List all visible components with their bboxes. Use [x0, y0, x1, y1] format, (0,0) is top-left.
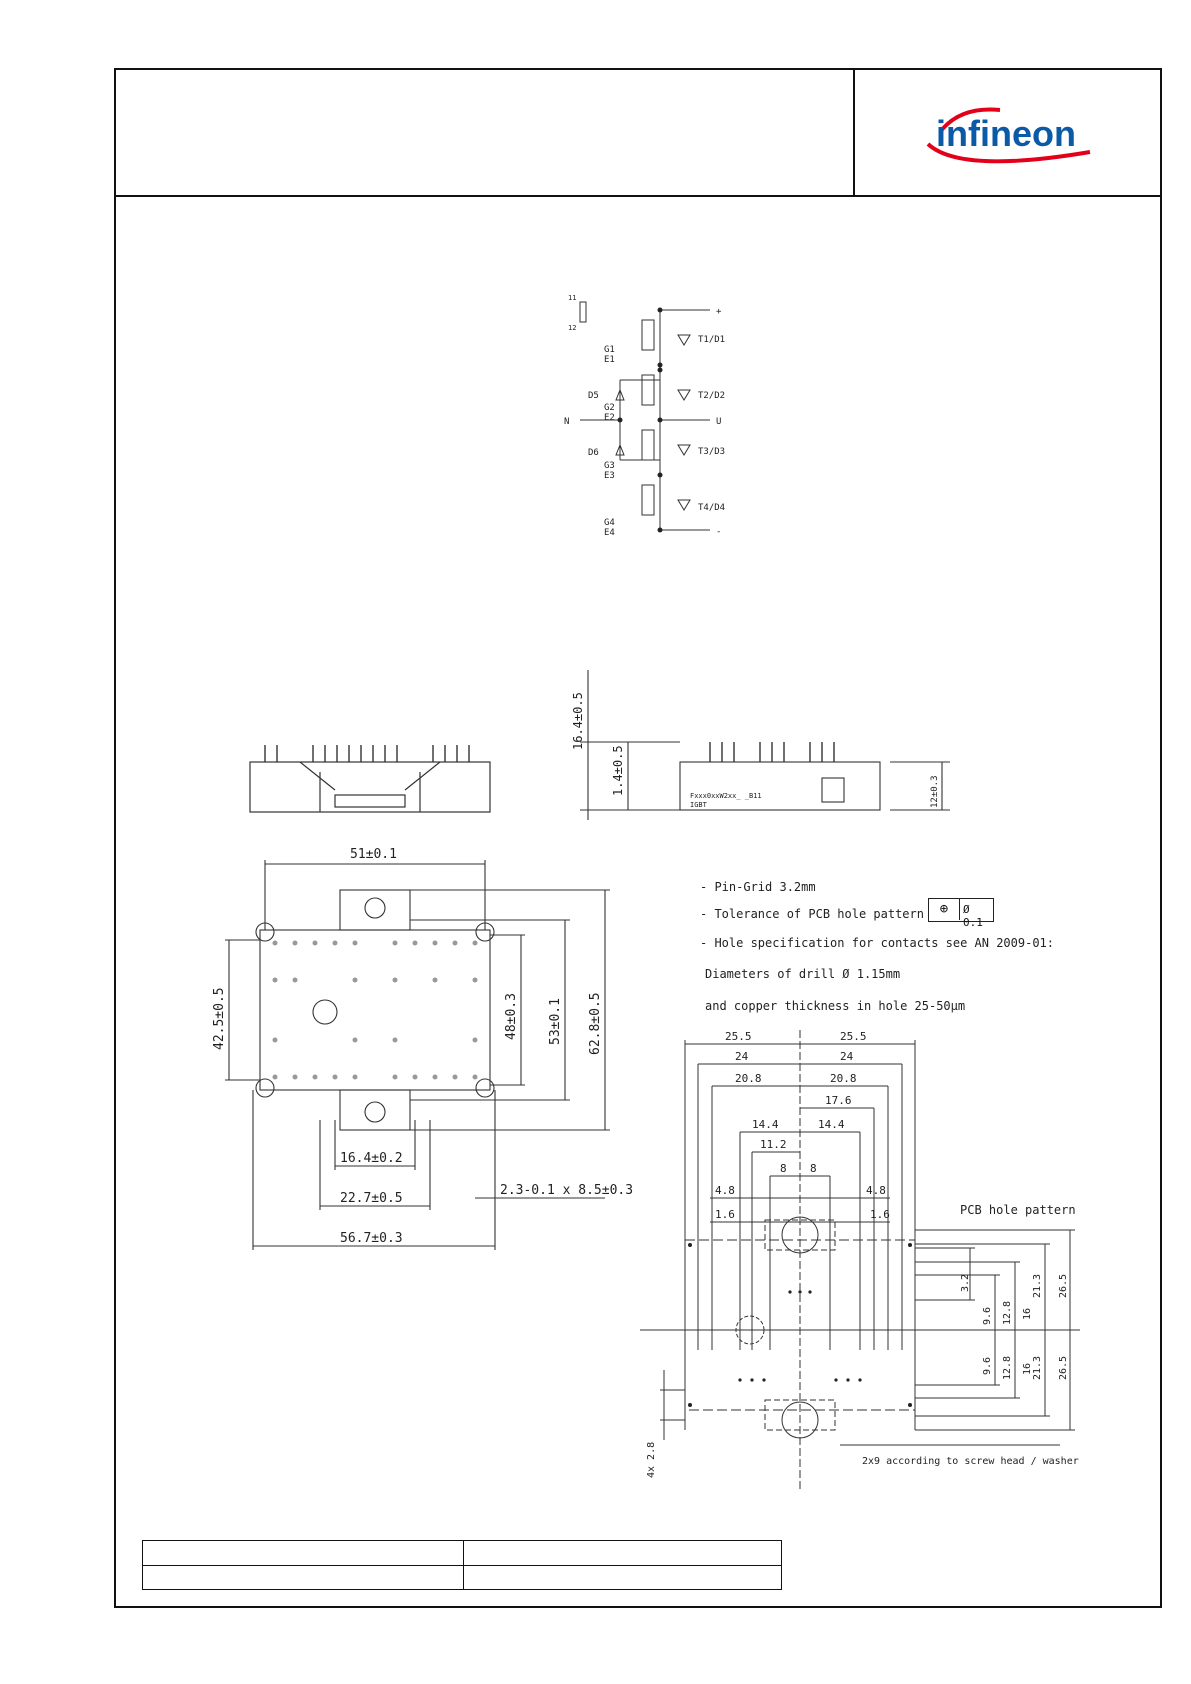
pcb-dim-25-5-right: 25.5: [840, 1030, 867, 1043]
pcb-dim-1-6-right: 1.6: [870, 1208, 890, 1221]
gate-g3: G3: [604, 461, 615, 471]
pcb-dim-20-8-left: 20.8: [735, 1072, 762, 1085]
pcb-dim-1-6-left: 1.6: [715, 1208, 735, 1221]
pcb-dim-16-bottom: 16: [1022, 1362, 1033, 1375]
footer-table-row-divider: [143, 1565, 781, 1566]
pcb-dim-11-2: 11.2: [760, 1138, 787, 1151]
terminal-minus: -: [716, 527, 722, 537]
infineon-logo: [920, 102, 1100, 182]
tolerance-frame: [928, 898, 994, 929]
top-view-drawing: [205, 840, 645, 1270]
pcb-dim-26-5-bottom: 26.5: [1058, 1355, 1069, 1380]
terminal-n: N: [564, 417, 570, 427]
note-copper: and copper thickness in hole 25-50µm: [705, 999, 966, 1013]
note-hole-spec: - Hole specification for contacts see AN 2009-01:: [700, 936, 1055, 950]
pcb-dim-16-top: 16: [1022, 1307, 1033, 1320]
pcb-dim-26-5-top: 26.5: [1058, 1273, 1069, 1298]
gate-g2: G2: [604, 403, 615, 413]
position-symbol-icon: ⊕: [929, 899, 960, 920]
pcb-dim-9-6-top: 9.6: [982, 1306, 993, 1325]
pcb-dim-12-8-top: 12.8: [1002, 1300, 1013, 1325]
diode-d5: D5: [588, 391, 599, 401]
pcb-dim-8-right: 8: [810, 1162, 817, 1175]
terminal-u: U: [716, 417, 722, 427]
front-view-drawing: [245, 740, 495, 820]
pcb-dim-17-6: 17.6: [825, 1094, 852, 1107]
footer-table: [142, 1540, 782, 1590]
header-logo-divider: [853, 68, 855, 196]
note-tolerance: - Tolerance of PCB hole pattern: [700, 907, 924, 921]
dim-22-7: 22.7±0.5: [340, 1191, 403, 1206]
note-drill: Diameters of drill Ø 1.15mm: [705, 967, 901, 981]
pcb-dim-4x2-8: 4x 2.8: [646, 1441, 657, 1478]
pcb-dim-21-3-top: 21.3: [1032, 1273, 1043, 1298]
dim-62-8: 62.8±0.5: [588, 992, 603, 1055]
logo-text: infineon: [936, 113, 1076, 154]
diode-d6: D6: [588, 448, 599, 458]
pcb-dim-8-left: 8: [780, 1162, 787, 1175]
ntc-pin-12: 12: [568, 324, 577, 332]
side-view-drawing: [560, 650, 960, 830]
pcb-dim-9-6-bottom: 9.6: [982, 1356, 993, 1375]
terminal-plus: +: [716, 307, 722, 317]
pcb-dim-4-8-left: 4.8: [715, 1184, 735, 1197]
pcb-screw-note: 2x9 according to screw head / washer: [862, 1456, 1079, 1467]
emitter-e2: E2: [604, 413, 615, 423]
switch-t1d1: T1/D1: [698, 335, 726, 345]
dim-16-4: 16.4±0.2: [340, 1151, 403, 1166]
note-pin-grid: - Pin-Grid 3.2mm: [700, 880, 816, 894]
dim-56-7: 56.7±0.3: [340, 1231, 403, 1246]
dim-48: 48±0.3: [504, 993, 519, 1040]
dim-body-12: 12±0.3: [930, 775, 940, 808]
dim-slot: 2.3-0.1 x 8.5±0.3: [500, 1183, 634, 1198]
switch-t2d2: T2/D2: [698, 391, 726, 401]
pcb-dim-24-left: 24: [735, 1050, 749, 1063]
marking-part-number: Fxxx0xxW2xx_ _B11: [690, 792, 762, 800]
pcb-dim-4-8-right: 4.8: [866, 1184, 886, 1197]
emitter-e3: E3: [604, 471, 615, 481]
switch-t4d4: T4/D4: [698, 503, 726, 513]
pcb-dim-24-right: 24: [840, 1050, 854, 1063]
pcb-hole-pattern: [640, 1030, 1080, 1490]
dim-width-51: 51±0.1: [350, 847, 397, 862]
pcb-dim-12-8-bottom: 12.8: [1002, 1355, 1013, 1380]
marking-igbt: IGBT: [690, 801, 707, 809]
header-divider: [114, 195, 1162, 197]
emitter-e4: E4: [604, 528, 615, 538]
switch-t3d3: T3/D3: [698, 447, 726, 457]
ntc-pin-11: 11: [568, 294, 577, 302]
gate-g4: G4: [604, 518, 615, 528]
pcb-dim-25-5-left: 25.5: [725, 1030, 752, 1043]
dim-height-16-4: 16.4±0.5: [571, 692, 585, 750]
pcb-title: PCB hole pattern: [960, 1203, 1076, 1217]
gate-g1: G1: [604, 345, 615, 355]
pcb-dim-14-4-left: 14.4: [752, 1118, 779, 1131]
pcb-dim-20-8-right: 20.8: [830, 1072, 857, 1085]
dim-pin-1-4: 1.4±0.5: [611, 745, 625, 796]
footer-table-column-divider: [463, 1541, 464, 1589]
pcb-dim-3-2: 3.2: [960, 1273, 971, 1292]
pcb-dim-14-4-right: 14.4: [818, 1118, 845, 1131]
circuit-schematic: [560, 290, 760, 550]
dim-53: 53±0.1: [548, 998, 563, 1045]
dim-42-5: 42.5±0.5: [212, 987, 227, 1050]
tolerance-value: Ø 0.1: [963, 903, 983, 929]
emitter-e1: E1: [604, 355, 615, 365]
pcb-dim-21-3-bottom: 21.3: [1032, 1355, 1043, 1380]
